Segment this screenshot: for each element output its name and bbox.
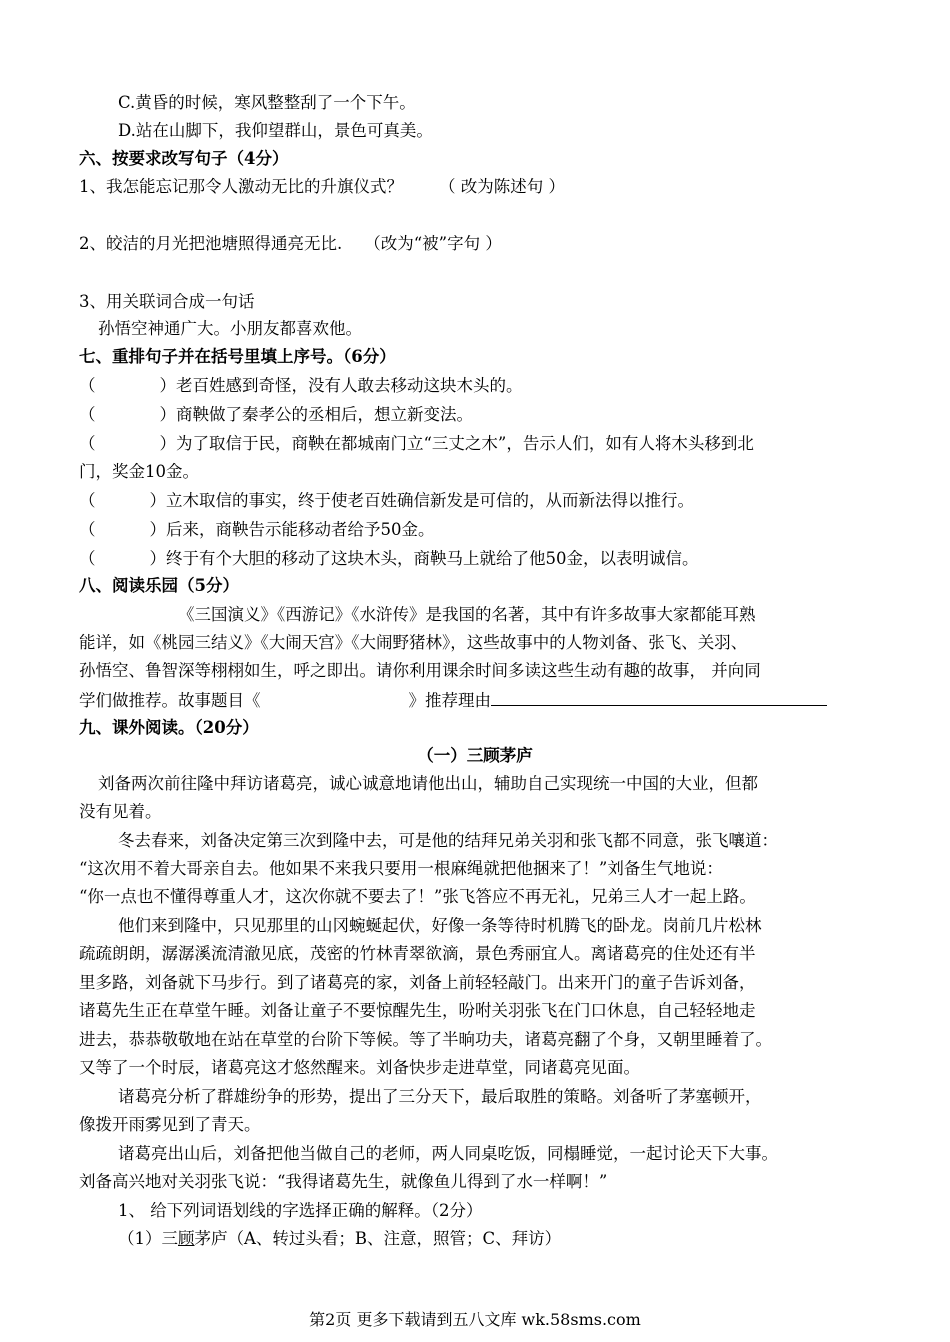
section-8-heading: 八、阅读乐园（5分）	[79, 576, 239, 595]
s7-item	[79, 375, 523, 397]
s7-item	[79, 404, 473, 426]
s6-q1-text: 1、我怎能忘记那令人激动无比的升旗仪式？	[79, 177, 403, 196]
s6-question-2	[79, 233, 502, 255]
s8-paragraph-line: 能详，如《桃园三结义》《大闹天宫》《大闹野猪林》，这些故事中的人物刘备、张飞、关羽、	[79, 633, 748, 652]
q1-item-options: 茅庐（A、转过头看；B、注意，照管；C、拜访）	[194, 1229, 562, 1248]
s6-q2-note: （改为“被”字句 ）	[364, 234, 502, 253]
option-d: D.站在山脚下，我仰望群山，景色可真美。	[118, 121, 433, 140]
section-7-heading: 七、重排句子并在括号里填上序号。（6分）	[79, 347, 396, 366]
s6-question-1	[79, 176, 565, 198]
open-paren: （	[79, 434, 96, 453]
passage-line: 冬去春来，刘备决定第三次到隆中去，可是他的结拜兄弟关羽和张飞都不同意，张飞嚷道：	[118, 831, 778, 850]
s9-q1-item-1	[118, 1228, 561, 1250]
open-paren: （	[79, 520, 96, 539]
story-title-label: 学们做推荐。故事题目《	[79, 691, 261, 710]
reason-label: 》推荐理由	[408, 691, 491, 710]
underlined-char: 顾	[178, 1229, 195, 1248]
passage-line: 进去，恭恭敬敬地在站在草堂的台阶下等候。等了半晌功夫，诸葛亮翻了个身，又朝里睡着了。	[79, 1030, 772, 1049]
s6-question-3: 3、用关联词合成一句话	[79, 292, 255, 311]
close-paren: ）	[149, 520, 166, 539]
passage-line: 又等了一个时辰，诸葛亮这才悠然醒来。刘备快步走进草堂，同诸葛亮见面。	[79, 1058, 640, 1077]
s8-paragraph-line: 《三国演义》《西游记》《水浒传》是我国的名著，其中有许多故事大家都能耳熟	[178, 605, 756, 624]
s9-question-1: 1、 给下列词语划线的字选择正确的解释。（2分）	[118, 1201, 483, 1220]
passage-line: 刘备高兴地对关羽张飞说：“我得诸葛先生，就像鱼儿得到了水一样啊！”	[79, 1172, 608, 1191]
passage-line: 没有见着。	[79, 802, 162, 821]
passage-line: 像拨开雨雾见到了青天。	[79, 1115, 261, 1134]
s7-item	[79, 433, 754, 455]
close-paren: ）	[159, 434, 176, 453]
open-paren: （	[79, 549, 96, 568]
s7-item-text: 老百姓感到奇怪，没有人敢去移动这块木头的。	[176, 376, 523, 395]
close-paren: ）	[149, 549, 166, 568]
passage-line: 诸葛亮出山后，刘备把他当做自己的老师，两人同桌吃饭，同榻睡觉，一起讨论天下大事。	[118, 1144, 778, 1163]
s7-item	[79, 548, 699, 570]
passage-line: 诸葛先生正在草堂午睡。刘备让童子不要惊醒先生，吩咐关羽张飞在门口休息，自己轻轻地走	[79, 1001, 756, 1020]
q1-item-prefix: （1）三	[118, 1229, 178, 1248]
s7-item-text: 立木取信的事实，终于使老百姓确信新发是可信的，从而新法得以推行。	[166, 491, 694, 510]
passage-line: “这次用不着大哥亲自去。他如果不来我只要用一根麻绳就把他捆来了！”刘备生气地说：	[79, 859, 723, 878]
passage-line: 诸葛亮分析了群雄纷争的形势，提出了三分天下，最后取胜的策略。刘备听了茅塞顿开，	[118, 1087, 762, 1106]
s6-q3-sentences: 孙悟空神通广大。小朋友都喜欢他。	[98, 319, 362, 338]
s7-item-text: 商鞅做了秦孝公的丞相后，想立新变法。	[176, 405, 473, 424]
passage-line: 刘备两次前往隆中拜访诸葛亮，诚心诚意地请他出山，辅助自己实现统一中国的大业，但都	[98, 774, 758, 793]
s7-item-text: 终于有个大胆的移动了这块木头，商鞅马上就给了他50金，以表明诚信。	[166, 549, 699, 568]
close-paren: ）	[149, 491, 166, 510]
section-6-heading: 六、按要求改写句子（4分）	[79, 149, 289, 168]
s8-recommend-line	[79, 689, 827, 712]
passage-title: （一）三顾茅庐	[417, 746, 533, 765]
s8-paragraph-line: 孙悟空、鲁智深等栩栩如生，呼之即出。请你利用课余时间多读这些生动有趣的故事， 并向同	[79, 661, 761, 680]
page-footer: 第2页 更多下载请到五八文库 wk.58sms.com	[309, 1310, 641, 1329]
option-c: C.黄昏的时候，寒风整整刮了一个下午。	[118, 93, 416, 112]
s7-item-text: 为了取信于民，商鞅在都城南门立“三丈之木”，告示人们，如有人将木头移到北	[176, 434, 754, 453]
passage-line: “你一点也不懂得尊重人才，这次你就不要去了！”张飞答应不再无礼，兄弟三人才一起上路。	[79, 887, 756, 906]
s6-q2-text: 2、皎洁的月光把池塘照得通亮无比.	[79, 234, 343, 253]
close-paren: ）	[159, 376, 176, 395]
s7-item	[79, 519, 435, 541]
s6-q1-note: （ 改为陈述句 ）	[439, 177, 565, 196]
s7-item-3-continued: 门，奖金10金。	[79, 462, 199, 481]
passage-line: 疏疏朗朗，潺潺溪流清澈见底，茂密的竹林青翠欲滴，景色秀丽宜人。离诸葛亮的住处还有半	[79, 944, 756, 963]
passage-line: 里多路，刘备就下马步行。到了诸葛亮的家，刘备上前轻轻敲门。出来开门的童子告诉刘备，	[79, 973, 756, 992]
close-paren: ）	[159, 405, 176, 424]
open-paren: （	[79, 405, 96, 424]
s7-item-text: 后来，商鞅告示能移动者给予50金。	[166, 520, 435, 539]
passage-line: 他们来到隆中，只见那里的山冈蜿蜒起伏，好像一条等待时机腾飞的卧龙。岗前几片松林	[118, 916, 762, 935]
section-9-heading: 九、课外阅读。（20分）	[79, 718, 259, 737]
open-paren: （	[79, 491, 96, 510]
open-paren: （	[79, 376, 96, 395]
s7-item	[79, 490, 694, 512]
reason-blank[interactable]	[491, 689, 827, 706]
